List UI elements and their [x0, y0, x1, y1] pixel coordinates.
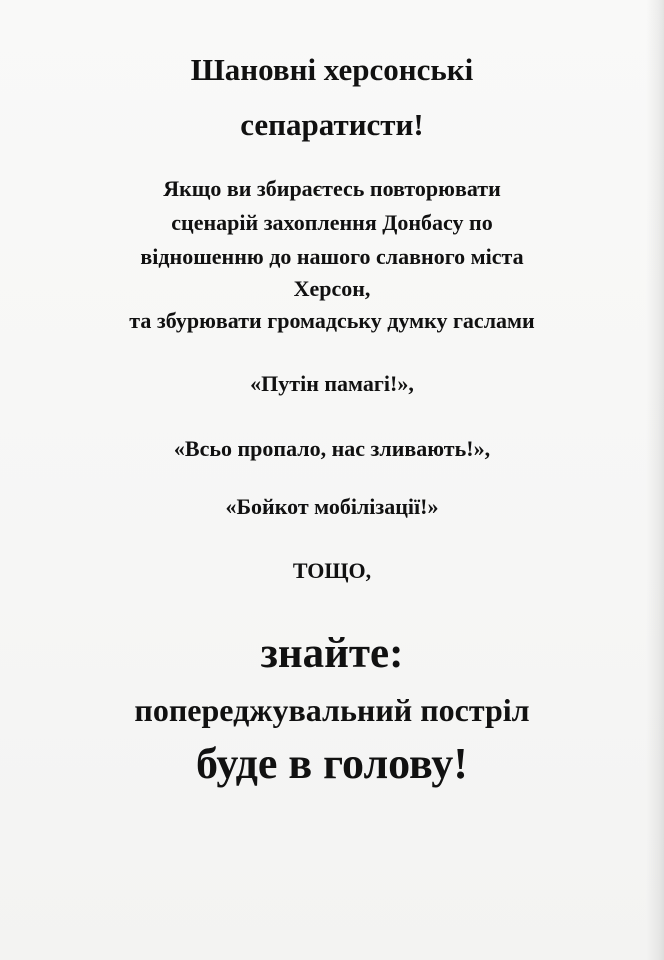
body-line-4: Херсон, [293, 276, 371, 301]
conclusion-know: знайте: [260, 630, 404, 677]
body-line-2: сценарій захоплення Донбасу по [171, 210, 493, 235]
slogan-3: «Бойкот мобілізації!» [225, 494, 439, 519]
slogan-1: «Путін памагі!», [250, 371, 414, 396]
title-line-2: сепаратисти! [240, 107, 424, 142]
page-edge-shadow [646, 0, 664, 960]
conclusion-target: буде в голову! [196, 739, 468, 788]
conclusion-warning: попереджувальний постріл [134, 692, 530, 728]
body-line-1: Якщо ви збираєтесь повторювати [163, 176, 501, 201]
slogan-2: «Всьо пропало, нас зливають!», [173, 436, 491, 461]
body-line-5: та збурювати громадську думку гаслами [129, 308, 535, 333]
body-line-3: відношенню до нашого славного міста [140, 244, 524, 269]
title-line-1: Шановні херсонські [190, 52, 474, 87]
connector-text: ТОЩО, [292, 558, 372, 583]
